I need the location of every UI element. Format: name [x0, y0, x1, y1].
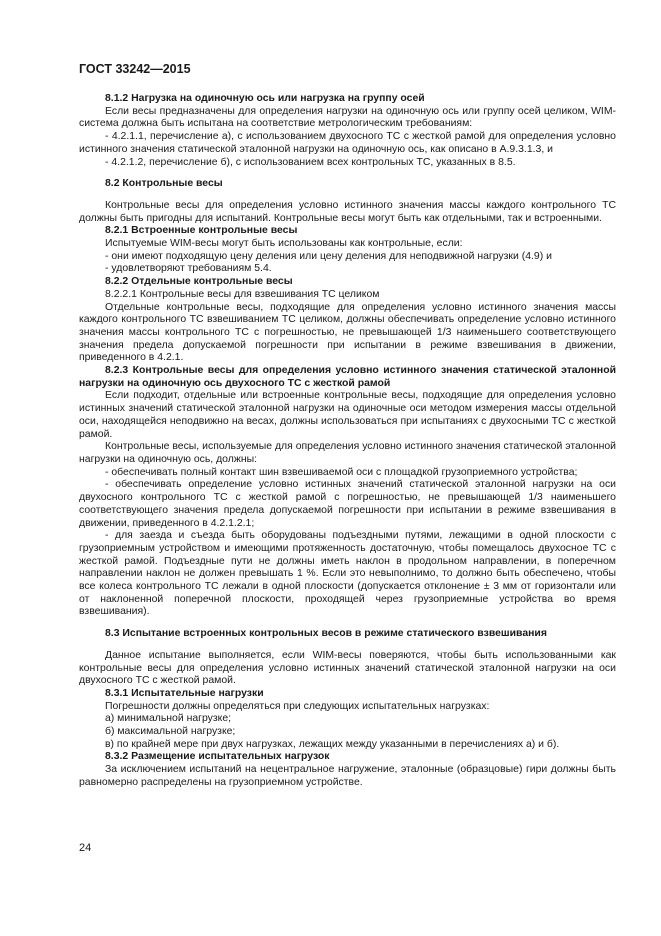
section-heading: 8.3.1 Испытательные нагрузки — [105, 687, 264, 699]
section-heading: 8.1.2 Нагрузка на одиночную ось или нагрузка на группу осей — [105, 93, 425, 104]
section-spacer — [79, 619, 616, 628]
page-number: 24 — [79, 842, 92, 854]
section-spacer — [79, 169, 616, 178]
paragraph: б) максимальной нагрузке; — [105, 726, 236, 738]
paragraph: - обеспечивать полный контакт шин взвешиваемой оси с площадкой грузоприемного устройства; — [105, 466, 578, 478]
section-heading: 8.3 Испытание встроенных контрольных весов в режиме статического взвешивания — [105, 628, 547, 640]
paragraph: Если подходит, отдельные или встроенные контрольные весы, подходящие для определения условно истинных значений статической эталонной нагрузки на одиночные оси методом измерения массы отдельной оси, находящейся неподвижно на весах, должны использоваться при испытаниях с двухосными ТС с жесткой рамой. — [79, 390, 616, 440]
document-header: ГОСТ 33242—2015 — [79, 62, 191, 76]
document-body — [79, 93, 616, 790]
section-spacer — [79, 641, 616, 650]
paragraph: 8.2.2.1 Контрольные весы для взвешивания ТС целиком — [105, 288, 380, 300]
section-heading: 8.3.2 Размещение испытательных нагрузок — [105, 751, 330, 763]
section-heading: 8.2.1 Встроенные контрольные весы — [105, 225, 298, 237]
paragraph: Контрольные весы, используемые для определения условно истинного значения статической эталонной нагрузки на одиночную ось, должны: — [79, 441, 616, 465]
paragraph: - они имеют подходящую цену деления или цену деления для неподвижной нагрузки (4.9) и — [105, 250, 552, 262]
paragraph: За исключением испытаний на нецентральное нагружение, эталонные (образцовые) гири должны быть равномерно распределены на грузоприемном устройстве. — [79, 764, 616, 788]
paragraph: - для заезда и съезда быть оборудованы подъездными путями, лежащими в одной плоскости с грузоприемным устройством и имеющими протяженность достаточную, чтобы помещалось двухосное ТС с жесткой рамой. Подъездные пути не должны иметь наклон в продольном направлении, в поперечном направлении наклон не должен превышать 1 %. Если это невыполнимо, то должно быть обеспечено, чтобы все колеса контрольного ТС лежали в одной плоскости (допускается отклонение ± 3 мм от горизонтали или от наклоненной поперечной плоскости, проходящей через грузоприемные устройства во время взвешивания). — [79, 530, 616, 618]
paragraph: Погрешности должны определяться при следующих испытательных нагрузках: — [105, 700, 490, 712]
section-heading: 8.2 Контрольные весы — [105, 178, 223, 190]
section-heading: 8.2.2 Отдельные контрольные весы — [105, 276, 293, 288]
paragraph: - 4.2.1.1, перечисление а), с использованием двухосного ТС с жесткой рамой для определения условно истинного значения статической эталонной нагрузки на одиночную ось, как описано в А.9.3.1.3, и — [79, 131, 616, 155]
paragraph: - удовлетворяют требованиям 5.4. — [105, 263, 272, 275]
section-heading: 8.2.3 Контрольные весы для определения условно истинного значения статической эталонной нагрузки на одиночную ось двухосного ТС с жесткой рамой — [79, 365, 616, 389]
paragraph: а) минимальной нагрузке; — [105, 713, 232, 725]
paragraph: - 4.2.1.2, перечисление б), с использованием всех контрольных ТС, указанных в 8.5. — [105, 156, 516, 168]
paragraph: - обеспечивать определение условно истинных значений статической эталонной нагрузки на оси двухосного контрольного ТС с жесткой рамой с погрешностью, не превышающей 1/3 наименьшего соответствующего значения предела допускаемой погрешности при испытании в режиме взвешивания в движении, приведенного в 4.2.1.2.1; — [79, 479, 616, 529]
paragraph: Отдельные контрольные весы, подходящие для определения условно истинного значения массы каждого контрольного ТС взвешиванием ТС целиком, должны обеспечивать определение условно истинного значения массы контрольного ТС с погрешностью, не превышающей 1/3 наименьшего соответствующего значения предела допускаемой погрешности при испытании в режиме взвешивания в движении, приведенного в 4.2.1. — [79, 301, 616, 364]
paragraph: Данное испытание выполняется, если WIM-весы поверяются, чтобы быть использованными как контрольные весы для определения условно истинных значений статической эталонной нагрузки на оси двухосного ТС с жесткой рамой. — [79, 649, 616, 687]
paragraph: Если весы предназначены для определения нагрузки на одиночную ось или группу осей целиком, WIM-система должна быть испытана на соответствие метрологическим требованиям: — [79, 105, 616, 130]
paragraph: Контрольные весы для определения условно истинного значения массы каждого контрольного ТС должны быть пригодны для испытаний. Контрольные весы могут быть как отдельными, так и встроенными. — [79, 199, 616, 224]
paragraph: Испытуемые WIM-весы могут быть использованы как контрольные, если: — [105, 238, 463, 250]
section-spacer — [79, 191, 616, 200]
paragraph: в) по крайней мере при двух нагрузках, лежащих между указанными в перечислениях а) и б). — [105, 738, 560, 750]
